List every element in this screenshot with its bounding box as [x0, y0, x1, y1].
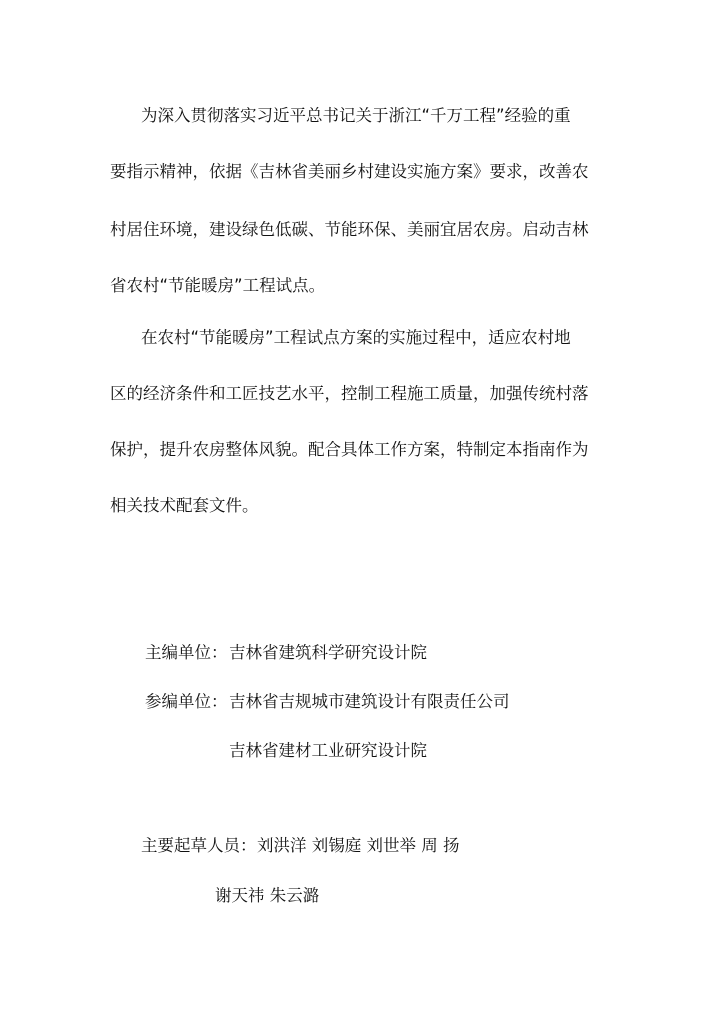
paragraph-line: 村居住环境，建设绿色低碳、节能环保、美丽宜居农房。启动吉林 — [110, 220, 589, 239]
chief-editor-value: 吉林省建筑科学研究设计院 — [229, 643, 427, 662]
paragraph-line: 在农村“节能暖房”工程试点方案的实施过程中，适应农村地 — [141, 328, 571, 347]
paragraph-line: 区的经济条件和工匠技艺水平，控制工程施工质量，加强传统村落 — [110, 384, 589, 403]
co-editor-value: 吉林省吉规城市建筑设计有限责任公司 — [229, 692, 510, 711]
co-editor-label: 参编单位： — [145, 692, 228, 711]
paragraph-line: 要指示精神，依据《吉林省美丽乡村建设实施方案》要求，改善农 — [110, 162, 589, 181]
drafters-label: 主要起草人员： — [141, 836, 257, 855]
paragraph-line: 为深入贯彻落实习近平总书记关于浙江“千万工程”经验的重 — [141, 106, 571, 125]
chief-editor-label: 主编单位： — [145, 643, 228, 662]
drafters-names: 刘洪洋 刘锡庭 刘世举 周 扬 — [257, 836, 460, 855]
drafters-names: 谢天祎 朱云潞 — [215, 886, 320, 905]
paragraph-line: 保护，提升农房整体风貌。配合具体工作方案，特制定本指南作为 — [110, 440, 589, 459]
paragraph-line: 省农村“节能暖房”工程试点。 — [110, 276, 326, 295]
co-editor-value: 吉林省建材工业研究设计院 — [229, 741, 427, 760]
paragraph-line: 相关技术配套文件。 — [110, 496, 259, 515]
